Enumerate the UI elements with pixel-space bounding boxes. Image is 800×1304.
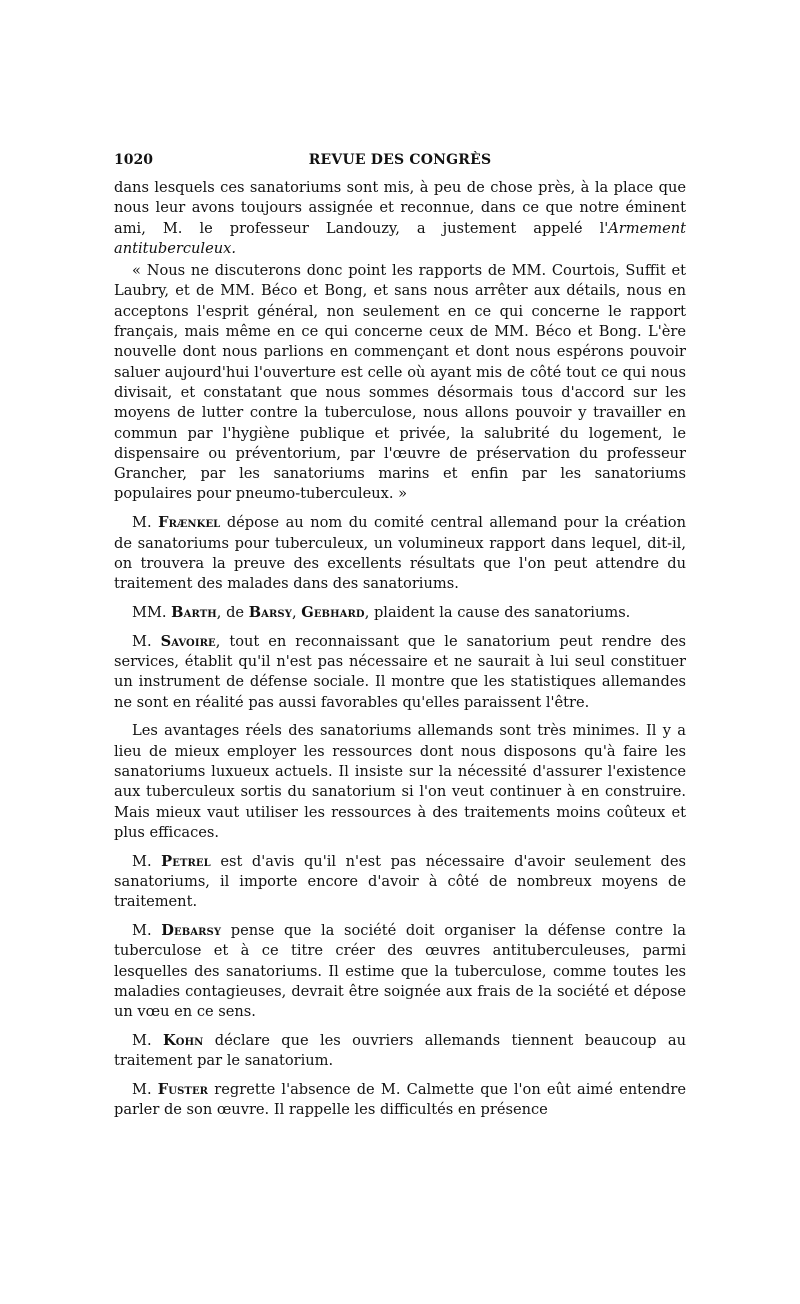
speaker-name: Petrel	[161, 852, 211, 870]
speaker-title: M.	[132, 1032, 163, 1050]
paragraph-text: dans lesquels ces sanatoriums sont mis, à peu de chose près, à la place que nous leur avons toujours assignée et reconnue, dans ce que notre éminent ami, M. le professeur Landouzy, a justement appelé l'	[114, 179, 686, 237]
paragraph-text: , plaident la cause des sanatoriums.	[364, 603, 631, 621]
paragraph-continuation	[114, 178, 686, 259]
paragraph-kohn	[114, 1031, 686, 1072]
paragraph-fuster	[114, 1080, 686, 1121]
speaker-title: M.	[132, 1081, 158, 1099]
paragraph-text: Les avantages réels des sanatoriums allemands sont très minimes. Il y a lieu de mieux employer les ressources dont nous disposons qu'à faire les sanatoriums luxueux actuels. Il insiste sur la nécessité d'assurer l'existence aux tuberculeux sortis du sanatorium si l'on veut continuer à en construire. Mais mieux vaut utiliser les ressources à des traitements moins coûteux et plus efficaces.	[114, 722, 686, 841]
paragraph-petrel	[114, 852, 686, 913]
paragraph-debarsy	[114, 921, 686, 1022]
italic-term: Armement antituberculeux.	[114, 219, 686, 257]
separator-text: , de	[216, 603, 249, 621]
speaker-name: Gebhard	[301, 603, 365, 621]
speaker-title: MM.	[132, 603, 172, 621]
paragraph-text: est d'avis qu'il n'est pas nécessaire d'avoir seulement des sanatoriums, il importe encore d'avoir à côté de nombreux moyens de traitement.	[114, 852, 686, 911]
paragraph-advantages	[114, 721, 686, 843]
speaker-name: Fuster	[157, 1081, 209, 1099]
speaker-name: Kohn	[162, 1032, 204, 1050]
speaker-name: Frænkel	[158, 514, 221, 532]
paragraph-text: regrette l'absence de M. Calmette que l'on eût aimé entendre parler de son œuvre. Il rappelle les difficultés en présence	[114, 1081, 686, 1119]
paragraph-text: pense que la société doit organiser la défense contre la tuberculose et à ce titre créer des œuvres antituberculeuses, parmi lesquelles des sanatoriums. Il estime que la tuberculose, comme toutes les maladies contagieuses, devrait être soignée aux frais de la société et dépose un vœu en ce sens.	[114, 922, 686, 1021]
separator-text: ,	[291, 603, 302, 621]
paragraph-text: « Nous ne discuterons donc point les rapports de MM. Courtois, Suffit et Laubry, et de MM. Béco et Bong, et sans nous arrêter aux détails, nous en acceptons l'esprit général, non seulement en ce qui concerne le rapport français, mais même en ce qui concerne ceux de MM. Béco et Bong. L'ère nouvelle dont nous parlions en commençant et dont nous espérons pouvoir saluer aujourd'hui l'ouverture est celle où ayant mis de côté tout ce qui nous divisait, et constatant que nous sommes désormais tous d'accord sur les moyens de lutter contre la tuberculose, nous allons pouvoir y travailler en commun par l'hygiène publique et privée, la salubrité du logement, le dispensaire ou préventorium, par l'œuvre de préservation du professeur Grancher, par les sanatoriums marins et enfin par les sanatoriums populaires pour pneumo-tuberculeux. »	[114, 262, 686, 503]
paragraph-text: , tout en reconnaissant que le sanatorium peut rendre des services, établit qu'il n'est pas nécessaire et ne saurait à lui seul constituer un instrument de défense sociale. Il montre que les statistiques allemandes ne sont en réalité pas aussi favorables qu'elles paraissent l'être.	[114, 632, 686, 711]
speaker-title: M.	[132, 514, 159, 532]
speaker-title: M.	[132, 852, 162, 870]
speaker-name: Savoire	[160, 632, 216, 650]
speaker-title: M.	[132, 922, 162, 940]
paragraph-text: dépose au nom du comité central allemand pour la création de sanatoriums pour tuberculeux, un volumineux rapport dans lequel, dit-il, on trouvera la preuve des excellents résultats que l'on peut attendre du traitement des malades dans des sanatoriums.	[114, 514, 686, 593]
speaker-name: Debarsy	[161, 922, 222, 940]
speaker-name: Barth	[171, 603, 217, 621]
document-page	[114, 150, 686, 1129]
paragraph-quote	[114, 261, 686, 505]
paragraph-barth	[114, 603, 686, 623]
running-head: REVUE DES CONGRÈS	[308, 152, 492, 168]
page-header	[114, 150, 686, 174]
paragraph-savoire	[114, 632, 686, 713]
page-number: 1020	[114, 152, 153, 168]
speaker-title: M.	[132, 632, 161, 650]
paragraph-text: déclare que les ouvriers allemands tiennent beaucoup au traitement par le sanatorium.	[114, 1032, 686, 1070]
paragraph-fraenkel	[114, 513, 686, 594]
speaker-name: Barsy	[248, 603, 292, 621]
